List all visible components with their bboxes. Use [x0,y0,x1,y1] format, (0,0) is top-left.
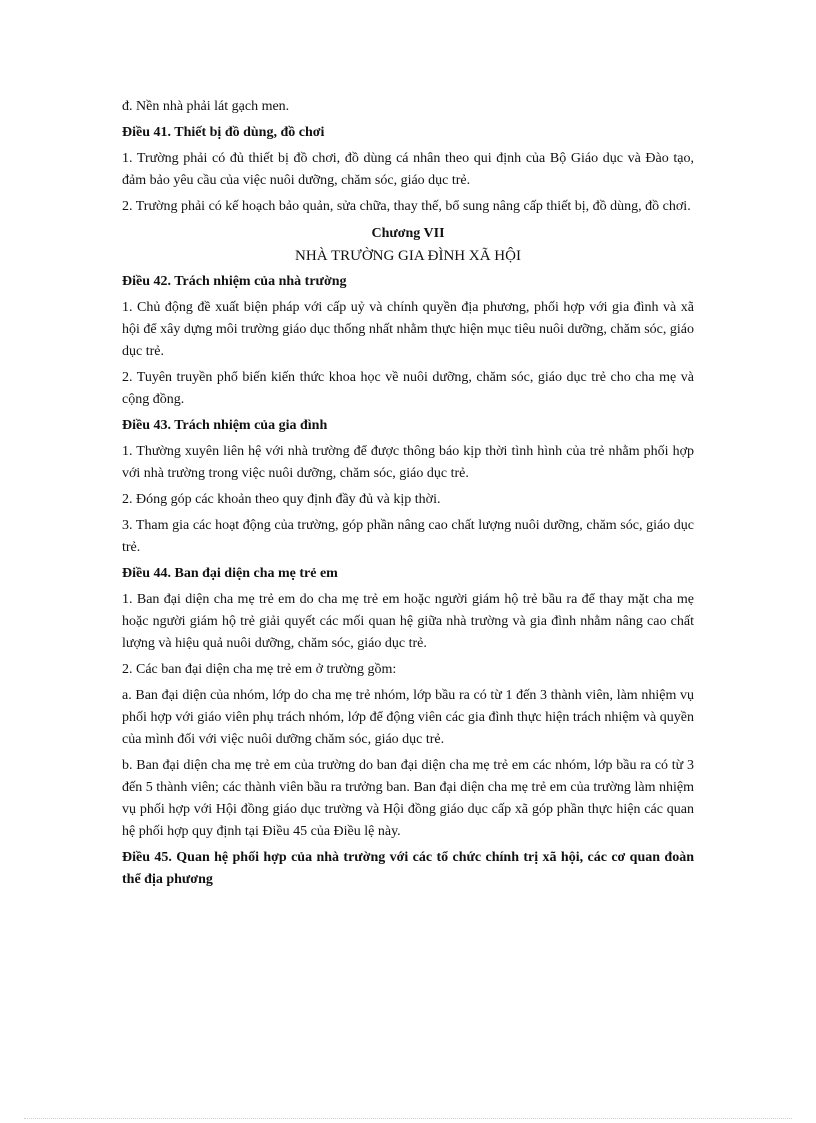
item-d-floor: đ. Nền nhà phải lát gạch men. [122,99,290,114]
article-44-heading: Điều 44. Ban đại diện cha mẹ trẻ em [122,566,338,581]
article-42-clause-2: 2. Tuyên truyền phổ biến kiến thức khoa học về nuôi dưỡng, chăm sóc, giáo dục trẻ cho cha mẹ và cộng đồng. [122,370,694,407]
article-41-clause-1: 1. Trường phải có đủ thiết bị đồ chơi, đồ dùng cá nhân theo qui định của Bộ Giáo dục và Đào tạo, đảm bảo yêu cầu của việc nuôi dưỡng, chăm sóc, giáo dục trẻ. [122,151,694,188]
article-41-heading: Điều 41. Thiết bị đồ dùng, đồ chơi [122,125,325,140]
page-bottom-divider [24,1118,792,1119]
article-43-heading: Điều 43. Trách nhiệm của gia đình [122,418,328,433]
chapter-number: Chương VII [371,226,445,241]
chapter-title: NHÀ TRƯỜNG GIA ĐÌNH XÃ HỘI [295,248,521,264]
article-41-clause-2: 2. Trường phải có kế hoạch bảo quản, sửa chữa, thay thế, bổ sung nâng cấp thiết bị, đồ dùng, đồ chơi. [122,199,691,214]
article-42-heading: Điều 42. Trách nhiệm của nhà trường [122,274,347,289]
article-45-heading: Điều 45. Quan hệ phối hợp của nhà trường với các tổ chức chính trị xã hội, các cơ quan đoàn thể địa phương [122,850,694,887]
document-page [122,96,694,895]
article-43-clause-1: 1. Thường xuyên liên hệ với nhà trường để được thông báo kịp thời tình hình của trẻ nhằm phối hợp với nhà trường trong việc nuôi dưỡng, chăm sóc, giáo dục trẻ. [122,444,694,481]
article-44-clause-2b: b. Ban đại diện cha mẹ trẻ em của trường do ban đại diện cha mẹ trẻ em các nhóm, lớp bầu ra có từ 3 đến 5 thành viên; các thành viên bầu ra trưởng ban. Ban đại diện cha mẹ trẻ em của trường làm nhiệm vụ phối hợp với Hội đồng giáo dục trường và Hội đồng giáo dục cấp xã góp phần thực hiện các quan hệ phối hợp quy định tại Điều 45 của Điều lệ này. [122,758,694,839]
article-43-clause-2: 2. Đóng góp các khoản theo quy định đầy đủ và kịp thời. [122,492,441,507]
article-44-clause-2: 2. Các ban đại diện cha mẹ trẻ em ở trường gồm: [122,662,397,677]
article-44-clause-1: 1. Ban đại diện cha mẹ trẻ em do cha mẹ trẻ em hoặc người giám hộ trẻ bầu ra để thay mặt cha mẹ hoặc người giám hộ trẻ giải quyết các mối quan hệ giữa nhà trường và gia đình nhằm nâng cao chất lượng và hiệu quả nuôi dưỡng, chăm sóc, giáo dục trẻ. [122,592,694,651]
article-42-clause-1: 1. Chủ động đề xuất biện pháp với cấp uỷ và chính quyền địa phương, phối hợp với gia đình và xã hội để xây dựng môi trường giáo dục thống nhất nhằm thực hiện mục tiêu nuôi dưỡng, chăm sóc, giáo dục trẻ. [122,300,694,359]
article-43-clause-3: 3. Tham gia các hoạt động của trường, góp phần nâng cao chất lượng nuôi dưỡng, chăm sóc, giáo dục trẻ. [122,518,694,555]
article-44-clause-2a: a. Ban đại diện của nhóm, lớp do cha mẹ trẻ nhóm, lớp bầu ra có từ 1 đến 3 thành viên, làm nhiệm vụ phối hợp với giáo viên phụ trách nhóm, lớp để động viên các gia đình thực hiện trách nhiệm và quyền của mình đối với việc nuôi dưỡng chăm sóc, giáo dục trẻ. [122,688,694,747]
